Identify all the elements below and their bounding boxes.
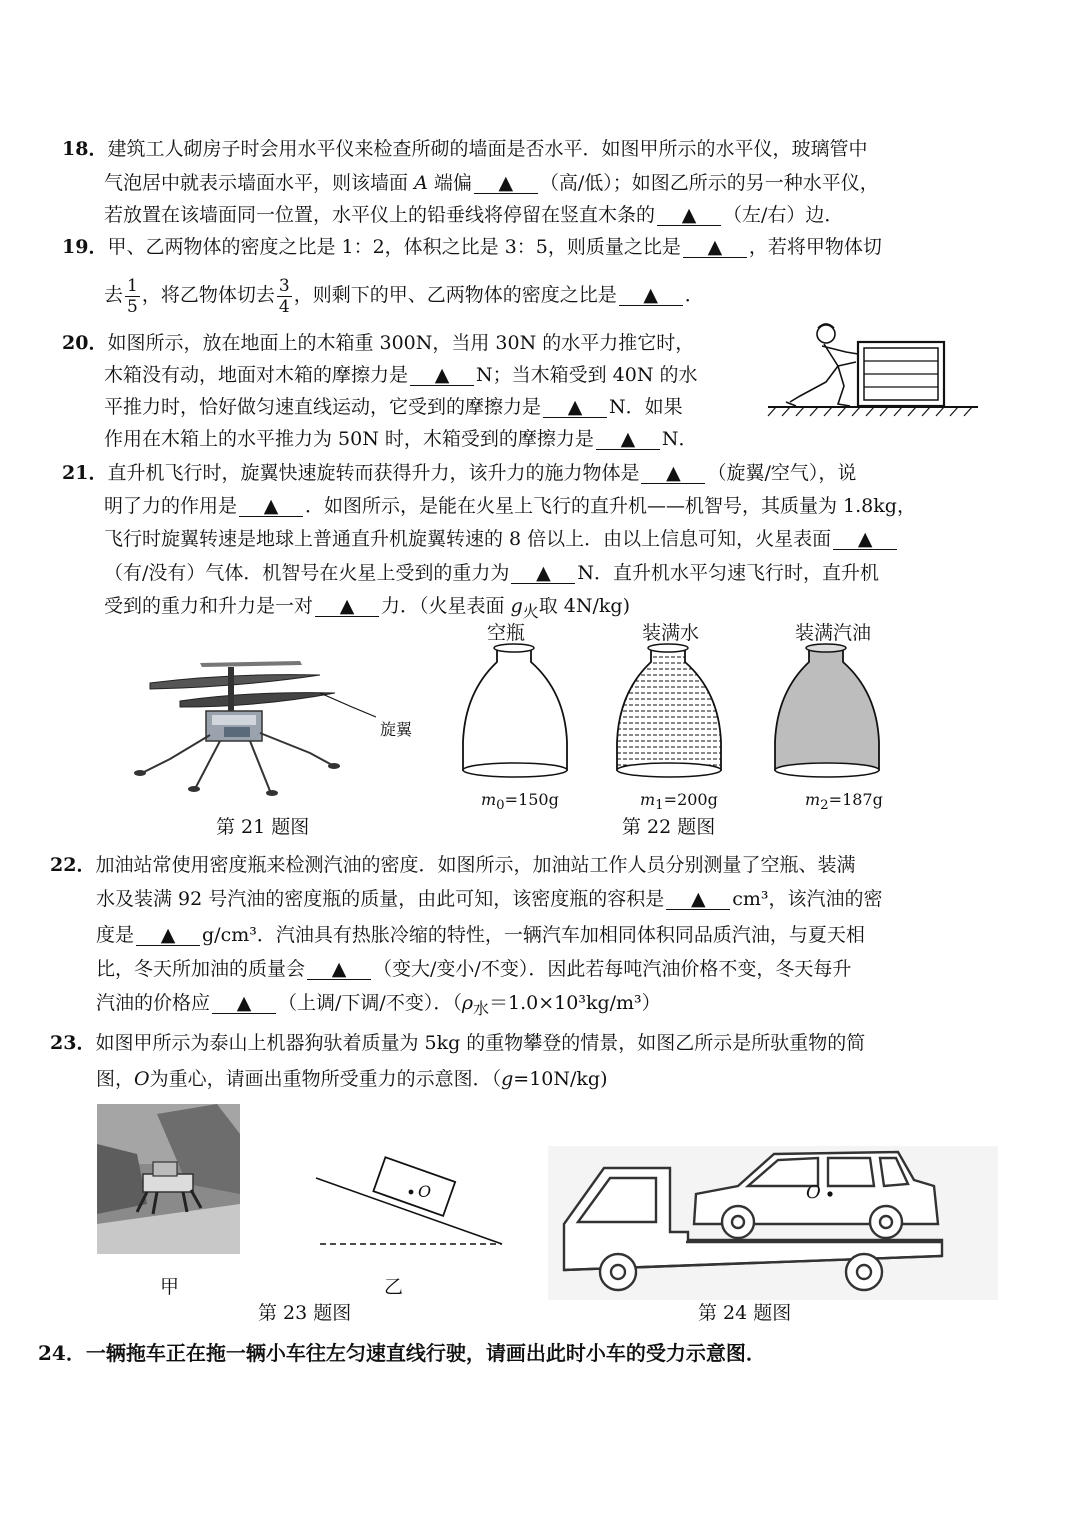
mass-subscript: 0 xyxy=(496,798,505,814)
fig23-caption: 第 23 题图 xyxy=(258,1302,352,1324)
rotor-label: 旋翼 xyxy=(380,720,413,739)
bottle-water-title: 装满水 xyxy=(642,622,700,644)
bottle-water xyxy=(617,644,721,777)
bottle-gasoline-title: 装满汽油 xyxy=(795,622,872,644)
bottle-empty xyxy=(463,644,567,777)
q20-line-3 xyxy=(104,394,683,420)
fig24-caption: 第 24 题图 xyxy=(698,1302,792,1324)
q22-text-5b: （上调/下调/不变）．（ xyxy=(278,992,462,1014)
q19-text-1a: 甲、乙两物体的密度之比是 1：2，体积之比是 3：5，则质量之比是 xyxy=(107,236,681,258)
answer-blank[interactable]: ▲ xyxy=(833,529,897,550)
q21-number: 21． xyxy=(62,462,108,484)
answer-blank[interactable]: ▲ xyxy=(619,285,683,306)
q18-text-2c: （高/低）；如图乙所示的另一种水平仪， xyxy=(539,172,879,194)
q21-text-2a: 明了力的作用是 xyxy=(104,495,238,517)
q19-line-2 xyxy=(104,270,704,320)
mass-symbol: m xyxy=(640,790,656,809)
q18-text-2a: 气泡居中就表示墙面水平，则该墙面 xyxy=(104,172,409,194)
q20-text-3b: N．如果 xyxy=(609,396,683,418)
q24-number: 24． xyxy=(38,1341,86,1365)
q18-number: 18． xyxy=(62,138,108,160)
fraction-numerator: 3 xyxy=(278,275,290,296)
q23-text-2b: 为重心，请画出重物所受重力的示意图．（ xyxy=(149,1068,502,1090)
bottle-water-mass xyxy=(640,790,718,813)
mass-subscript: 2 xyxy=(820,798,829,814)
bottle-empty-mass xyxy=(481,790,559,813)
wooden-box xyxy=(858,342,944,406)
q20-text-2b: N；当木箱受到 40N 的水 xyxy=(476,364,698,386)
q21-text-5b: 力．（火星表面 xyxy=(381,595,505,617)
answer-blank[interactable]: ▲ xyxy=(410,365,474,386)
load-box xyxy=(373,1157,455,1216)
q22-text-2b: cm³，该汽油的密 xyxy=(732,888,883,910)
answer-blank[interactable]: ▲ xyxy=(315,596,379,617)
answer-blank[interactable]: ▲ xyxy=(212,993,276,1014)
incline-box-diagram xyxy=(312,1150,508,1250)
q20-line-1 xyxy=(62,330,694,356)
boy-pushing-box-figure xyxy=(766,322,980,422)
q19-text-2a: 去 xyxy=(104,284,124,306)
mass-symbol: m xyxy=(805,790,821,809)
answer-blank[interactable]: ▲ xyxy=(474,173,538,194)
q20-text-1: 如图所示，放在地面上的木箱重 300N，当用 30N 的水平力推它时， xyxy=(107,332,695,354)
mass-value: =187g xyxy=(828,790,883,809)
fig23-label-yi: 乙 xyxy=(384,1276,404,1298)
q22-line-2 xyxy=(96,886,883,912)
q19-text-2d: ． xyxy=(684,284,704,306)
q18-line-2 xyxy=(104,170,879,196)
q22-text-1: 加油站常使用密度瓶来检测汽油的密度．如图所示，加油站工作人员分别测量了空瓶、装满 xyxy=(95,854,856,876)
q22-line-5 xyxy=(96,990,661,1022)
q22-text-4b: （变大/变小/不变）．因此若每吨汽油价格不变，冬天每升 xyxy=(373,958,852,980)
q20-number: 20． xyxy=(62,332,108,354)
answer-blank[interactable]: ▲ xyxy=(136,925,200,946)
q22-text-5c: ＝1.0×10³kg/m³） xyxy=(489,992,661,1014)
q23-var-g: g xyxy=(501,1068,514,1090)
q20-text-3a: 平推力时，恰好做匀速直线运动，它受到的摩擦力是 xyxy=(104,396,542,418)
q22-var-rho: ρ xyxy=(461,992,473,1014)
helicopter-body xyxy=(206,711,262,741)
density-bottles-figure xyxy=(455,618,915,813)
q21-line-4 xyxy=(104,560,879,586)
q22-number: 22． xyxy=(50,854,96,876)
fig22-caption: 第 22 题图 xyxy=(622,816,716,838)
rotor-label-pointer xyxy=(320,693,376,717)
mass-subscript: 1 xyxy=(655,798,664,814)
fraction-3-4 xyxy=(277,276,292,317)
q21-text-1b: （旋翼/空气），说 xyxy=(707,462,857,484)
fraction-1-5 xyxy=(125,276,140,317)
q21-text-2b: ．如图所示，是能在火星上飞行的直升机——机智号，其质量为 1.8kg， xyxy=(305,495,916,517)
q18-text-2b: 端偏 xyxy=(433,172,472,194)
fig21-caption: 第 21 题图 xyxy=(216,816,310,838)
q18-text-3a: 若放置在该墙面同一位置，水平仪上的铅垂线将停留在竖直木条的 xyxy=(104,204,656,226)
q18-text-1: 建筑工人砌房子时会用水平仪来检查所砌的墙面是否水平．如图甲所示的水平仪，玻璃管中 xyxy=(107,138,868,160)
answer-blank[interactable]: ▲ xyxy=(307,959,371,980)
ground-hatching xyxy=(768,407,972,416)
answer-blank[interactable]: ▲ xyxy=(511,563,575,584)
q22-line-4 xyxy=(96,956,851,982)
center-of-gravity-point xyxy=(409,1190,414,1195)
q21-line-2 xyxy=(104,493,916,519)
q23-text-1: 如图甲所示为泰山上机器狗驮着质量为 5kg 的重物攀登的情景，如图乙所示是所驮重物的简 xyxy=(95,1032,866,1054)
q24-text-1: 一辆拖车正在拖一辆小车往左匀速直线行驶，请画出此时小车的受力示意图． xyxy=(85,1341,766,1365)
q23-number: 23． xyxy=(50,1032,96,1054)
answer-blank[interactable]: ▲ xyxy=(666,889,730,910)
q19-text-1b: ，若将甲物体切 xyxy=(748,236,882,258)
q18-text-3b: （左/右）边． xyxy=(723,204,844,226)
q22-text-3b: g/cm³．汽油具有热胀冷缩的特性，一辆汽车加相同体积同品质汽油，与夏天相 xyxy=(202,924,865,946)
leg-feet xyxy=(134,763,340,796)
mass-value: =150g xyxy=(504,790,559,809)
bottle-empty-title: 空瓶 xyxy=(487,622,526,644)
bottles-drawing xyxy=(455,642,915,782)
q22-text-3a: 度是 xyxy=(96,924,135,946)
rotor-mast xyxy=(228,667,234,713)
q20-line-2 xyxy=(104,362,698,388)
rotor-blades xyxy=(150,661,335,707)
answer-blank[interactable]: ▲ xyxy=(657,205,721,226)
q21-line-1 xyxy=(62,460,856,486)
q23-text-2a: 图， xyxy=(96,1068,135,1090)
fraction-denominator: 5 xyxy=(127,296,138,317)
q23-line-2 xyxy=(96,1066,608,1092)
q21-text-4b: N．直升机水平匀速飞行时，直升机 xyxy=(577,562,880,584)
q22-line-3 xyxy=(96,922,865,948)
q21-text-1a: 直升机飞行时，旋翼快速旋转而获得升力，该升力的施力物体是 xyxy=(107,462,640,484)
car-center-point xyxy=(827,1191,832,1196)
q18-line-3 xyxy=(104,202,843,228)
q22-text-2a: 水及装满 92 号汽油的密度瓶的质量，由此可知，该密度瓶的容积是 xyxy=(96,888,665,910)
q22-text-5a: 汽油的价格应 xyxy=(96,992,211,1014)
robot-dog-photo xyxy=(97,1104,240,1254)
fraction-denominator: 4 xyxy=(278,296,290,317)
q22-line-1 xyxy=(50,852,855,878)
q23-text-2c: =10N/kg) xyxy=(513,1068,608,1090)
q19-line-1 xyxy=(62,234,882,260)
q20-line-4 xyxy=(104,426,698,452)
answer-blank[interactable]: ▲ xyxy=(239,496,303,517)
q21-text-4a: （有/没有）气体．机智号在火星上受到的重力为 xyxy=(104,562,510,584)
boy-figure xyxy=(786,324,858,406)
center-of-gravity-label: O xyxy=(418,1182,432,1201)
answer-blank[interactable]: ▲ xyxy=(683,237,747,258)
q18-line-1 xyxy=(62,136,867,162)
q19-number: 19． xyxy=(62,236,108,258)
tow-truck-diagram xyxy=(548,1146,998,1300)
q19-text-2c: ，则剩下的甲、乙两物体的密度之比是 xyxy=(293,284,617,306)
q20-text-4a: 作用在木箱上的水平推力为 50N 时，木箱受到的摩擦力是 xyxy=(104,428,594,450)
q22-text-4a: 比，冬天所加油的质量会 xyxy=(96,958,306,980)
answer-blank[interactable]: ▲ xyxy=(543,397,607,418)
q21-line-3 xyxy=(104,526,899,552)
q24-line-1 xyxy=(38,1340,766,1366)
answer-blank[interactable]: ▲ xyxy=(641,463,705,484)
fraction-numerator: 1 xyxy=(127,275,138,296)
bottle-gasoline xyxy=(775,644,879,777)
fig23-label-jia: 甲 xyxy=(160,1276,180,1298)
q21-text-3a: 飞行时旋翼转速是地球上普通直升机旋翼转速的 8 倍以上．由以上信息可知，火星表面 xyxy=(104,528,832,550)
q22-subscript-water: 水 xyxy=(473,998,490,1018)
q21-var-g: g xyxy=(510,595,523,617)
q20-text-4b: N． xyxy=(661,428,698,450)
q21-subscript-mars: 火 xyxy=(522,601,539,621)
mars-helicopter-figure xyxy=(120,655,430,805)
q21-text-5c: 取 4N/kg) xyxy=(538,595,631,617)
car-center-label: O xyxy=(806,1182,821,1203)
q18-var-a: A xyxy=(414,172,428,194)
q23-var-o: O xyxy=(134,1068,150,1090)
mass-symbol: m xyxy=(481,790,497,809)
q19-text-2b: ，将乙物体切去 xyxy=(141,284,275,306)
bottle-gasoline-mass xyxy=(805,790,883,813)
q21-text-5a: 受到的重力和升力是一对 xyxy=(104,595,314,617)
q23-line-1 xyxy=(50,1030,865,1056)
q20-text-2a: 木箱没有动，地面对木箱的摩擦力是 xyxy=(104,364,409,386)
answer-blank[interactable]: ▲ xyxy=(596,429,660,450)
mass-value: =200g xyxy=(663,790,718,809)
